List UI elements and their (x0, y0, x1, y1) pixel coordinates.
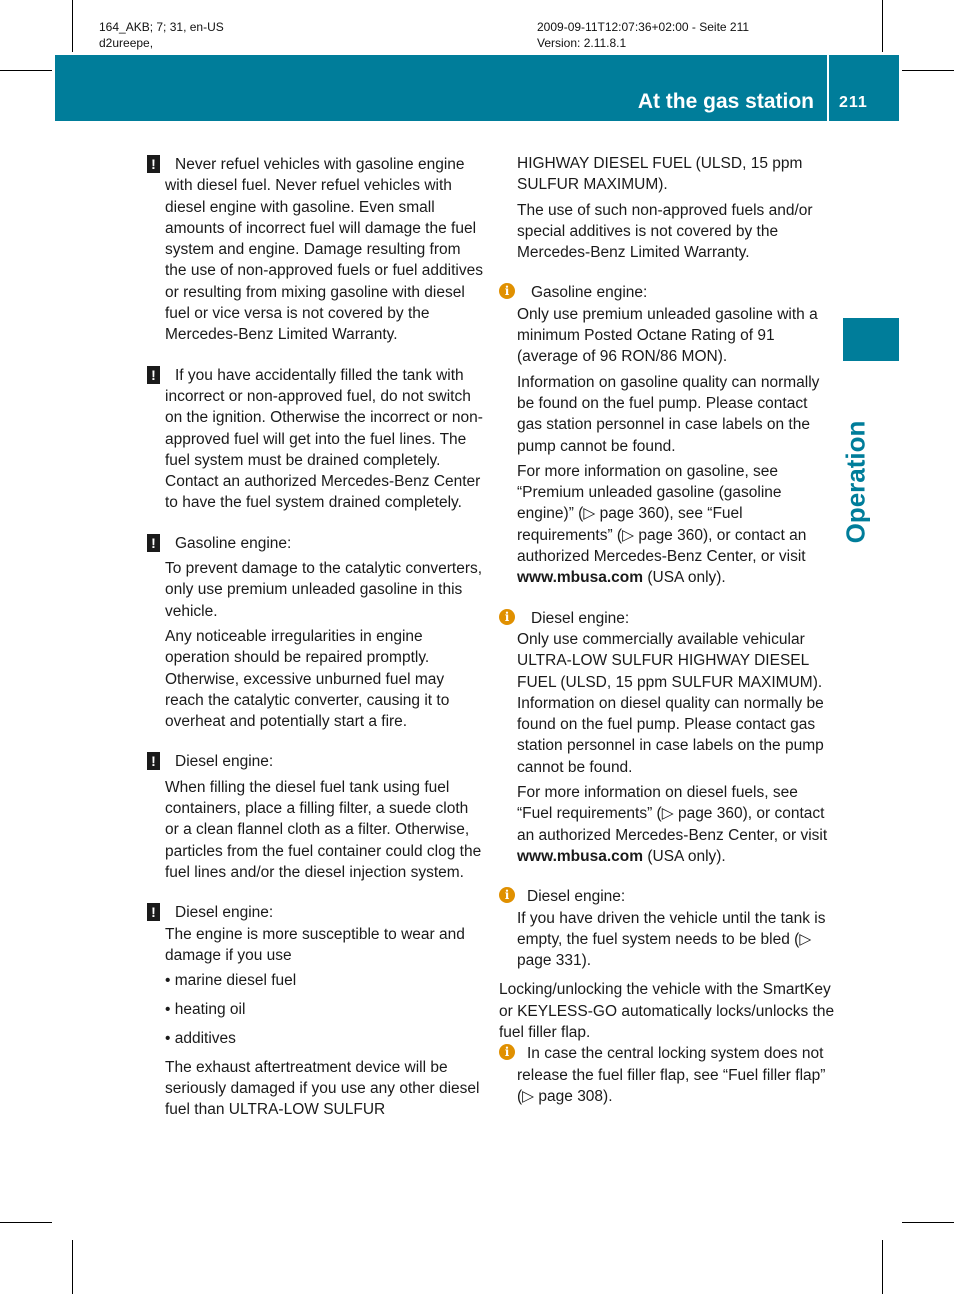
text-run: (USA only). (643, 569, 726, 587)
chapter-tab (843, 318, 899, 361)
crop-mark (72, 0, 73, 52)
note-text: The use of such non-approved fuels and/or special additives is not covered by the Mercedes-Benz Limited Warranty. (517, 201, 813, 262)
info-icon: i (499, 887, 515, 903)
note-title: Diesel engine: (527, 888, 626, 906)
page-ref-arrow-icon: ▷ (522, 1087, 535, 1105)
note-title: Gasoline engine: (175, 534, 292, 552)
warning-note (147, 533, 485, 733)
crop-mark (902, 1222, 954, 1223)
text-run: page 360), or contact an authorized Mercedes-Benz Center, or visit (517, 805, 828, 844)
warning-note-continued (499, 153, 835, 263)
note-text: HIGHWAY DIESEL FUEL (ULSD, 15 ppm SULFUR MAXIMUM). (517, 155, 803, 194)
body-paragraph: Locking/unlocking the vehicle with the SmartKey or KEYLESS-GO automatically locks/unlocks the fuel filler flap. (499, 981, 835, 1041)
page-number: 211 (839, 94, 868, 111)
meta-line: 2009-09-11T12:07:36+02:00 - Seite 211 (537, 20, 750, 34)
page-ref-arrow-icon: ▷ (583, 505, 596, 523)
text-run: In case the central locking system does not release the fuel filler flap, see “Fuel filler flap” ( (517, 1045, 826, 1105)
website-link[interactable]: www.mbusa.com (517, 569, 644, 587)
info-icon: i (499, 283, 515, 299)
print-meta-left (99, 19, 224, 51)
bullet-list (165, 970, 485, 1049)
warning-icon: ! (147, 366, 160, 384)
note-text (517, 782, 835, 867)
crop-mark (882, 1240, 883, 1294)
info-note (499, 608, 835, 868)
crop-mark (72, 1240, 73, 1294)
meta-line: d2ureepe, (99, 36, 154, 50)
text-run: page 360), see “Fuel requirements” ( (517, 505, 743, 544)
chapter-label-text: Operation (840, 420, 871, 544)
note-text: If you have accidentally filled the tank with incorrect or non-approved fuel, do not switch on the ignition. Otherwise the incorrect or non-approved fuel will get into the fuel lines. The fuel system must be drained completely. Contact an authorized Mercedes-Benz Center to have the fuel system drained completely. (165, 366, 483, 512)
crop-mark (0, 1222, 52, 1223)
warning-icon: ! (147, 155, 160, 173)
note-title: Diesel engine: (531, 609, 630, 627)
warning-note (147, 154, 485, 346)
note-text (517, 908, 835, 972)
crop-mark (902, 70, 954, 71)
info-note (499, 886, 835, 971)
section-title: At the gas station (637, 90, 814, 113)
info-icon: i (499, 609, 515, 625)
warning-note (147, 365, 485, 514)
note-text: Any noticeable irregularities in engine operation should be repaired promptly. Otherwise, excessive unburned fuel may reach the catalytic converter, causing it to overheat and potentially start a fire. (165, 627, 450, 731)
note-text: Only use commercially available vehicular ULTRA-LOW SULFUR HIGHWAY DIESEL FUEL (ULSD, 15 ppm SULFUR MAXIMUM). Information on diesel quality can normally be found on the fuel pump. Please contact gas station personnel in case labels on the pump cannot be found. (517, 630, 824, 776)
info-note (499, 1043, 835, 1107)
note-text: Never refuel vehicles with gasoline engine with diesel fuel. Never refuel vehicles with diesel engine with gasoline. Even small amounts of incorrect fuel will damage the fuel system and engine. Damage resulting from the use of non-approved fuels or fuel additives or resulting from mixing gasoline with diesel fuel or vice versa is not covered by the Mercedes-Benz Limited Warranty. (165, 156, 483, 344)
warning-icon: ! (147, 752, 160, 770)
page-header (55, 55, 899, 121)
note-text: To prevent damage to the catalytic converters, only use premium unleaded gasoline in this vehicle. (165, 560, 483, 620)
info-icon: i (499, 1044, 515, 1060)
note-title: Gasoline engine: (531, 284, 648, 302)
meta-line: 164_AKB; 7; 31, en-US (99, 20, 224, 34)
text-run: For more information on diesel fuels, see “Fuel requirements” ( (517, 784, 798, 823)
warning-icon: ! (147, 903, 160, 921)
meta-line: Version: 2.11.8.1 (537, 36, 627, 50)
left-column (147, 154, 485, 1121)
crop-mark (0, 70, 52, 71)
text-run: (USA only). (643, 847, 726, 865)
note-title: Diesel engine: (175, 753, 274, 771)
page-ref-arrow-icon: ▷ (622, 526, 635, 544)
note-text: Only use premium unleaded gasoline with a minimum Posted Octane Rating of 91 (average of 96 RON/86 MON). (517, 305, 818, 366)
page-ref-arrow-icon: ▷ (661, 805, 674, 823)
text-run: If you have driven the vehicle until the tank is empty, the fuel system needs to be bled ( (517, 909, 826, 948)
text-run: page 308). (534, 1087, 613, 1105)
crop-mark (882, 0, 883, 52)
note-text (517, 461, 835, 589)
note-text: The exhaust aftertreatment device will be seriously damaged if you use any other diesel fuel than ULTRA-LOW SULFUR (165, 1058, 480, 1119)
note-title: Diesel engine: (175, 904, 274, 922)
warning-note (147, 751, 485, 883)
list-item: • additives (165, 1028, 485, 1049)
website-link[interactable]: www.mbusa.com (517, 847, 644, 865)
info-note (499, 282, 835, 588)
header-divider (827, 55, 829, 121)
print-meta-right (537, 19, 749, 51)
note-text: When filling the diesel fuel tank using fuel containers, place a filling filter, a suede cloth or a clean flannel cloth as a filter. Otherwise, particles from the fuel container could clog the fuel lines and/or the diesel injection system. (165, 778, 482, 881)
warning-note (147, 902, 485, 1120)
text-run: For more information on gasoline, see “Premium unleaded gasoline (gasoline engine)” ( (517, 462, 782, 523)
note-text: Information on gasoline quality can normally be found on the fuel pump. Please contact gas station personnel in case labels on the pump cannot be found. (517, 373, 820, 455)
note-text: The engine is more susceptible to wear and damage if you use (165, 925, 465, 964)
warning-icon: ! (147, 534, 160, 552)
list-item: • heating oil (165, 999, 485, 1020)
note-text (517, 1043, 835, 1107)
list-item: • marine diesel fuel (165, 970, 485, 991)
page-ref-arrow-icon: ▷ (799, 930, 812, 948)
right-column (499, 153, 835, 1126)
text-run: page 331). (517, 952, 592, 970)
text-run: page 360), or contact an authorized Mercedes-Benz Center, or visit (517, 526, 807, 566)
